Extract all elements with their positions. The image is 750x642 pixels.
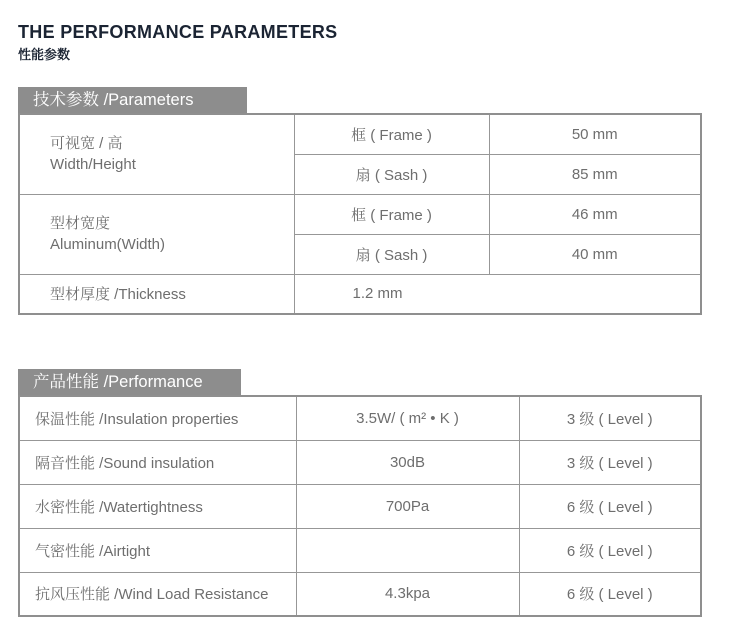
table-row [19,274,701,314]
watertight-value-cell: 700Pa [296,484,519,528]
airtight-label-cell: 气密性能 /Airtight [19,528,296,572]
label-cn: 型材宽度 [50,215,111,232]
parameters-section [18,87,750,315]
width-height-label-cell [19,114,294,194]
table-row [19,572,701,616]
label-en: Width/Height [50,156,136,174]
table-row [19,396,701,440]
table-row [19,528,701,572]
thickness-label-cell: 型材厚度 /Thickness [19,274,294,314]
performance-section-badge: 产品性能 /Performance [18,369,241,395]
doc-header [0,0,750,64]
sash-value-cell: 40 mm [489,234,701,274]
sound-label-cell: 隔音性能 /Sound insulation [19,440,296,484]
frame-part-cell: 框 ( Frame ) [294,194,489,234]
frame-value-cell: 50 mm [489,114,701,154]
insulation-level-cell: 3 级 ( Level ) [519,396,701,440]
sash-value-cell: 85 mm [489,154,701,194]
aluminum-width-label-cell [19,194,294,274]
performance-table [18,395,702,617]
frame-part-cell: 框 ( Frame ) [294,114,489,154]
sound-value-cell: 30dB [296,440,519,484]
windload-label-cell: 抗风压性能 /Wind Load Resistance [19,572,296,616]
label-en: Aluminum(Width) [50,236,166,253]
watertight-level-cell: 6 级 ( Level ) [519,484,701,528]
page-title: THE PERFORMANCE PARAMETERS [18,22,338,42]
watertight-label-cell: 水密性能 /Watertightness [19,484,296,528]
table-row [19,484,701,528]
sash-part-cell: 扇 ( Sash ) [294,154,489,194]
insulation-value-cell: 3.5W/ ( m² • K ) [296,396,519,440]
sound-level-cell: 3 级 ( Level ) [519,440,701,484]
insulation-label-cell: 保温性能 /Insulation properties [19,396,296,440]
table-row [19,114,701,154]
parameters-section-badge: 技术参数 /Parameters [18,87,247,113]
frame-value-cell: 46 mm [489,194,701,234]
table-row [19,440,701,484]
label-cn: 可视宽 / 高 [50,135,123,153]
airtight-level-cell: 6 级 ( Level ) [519,528,701,572]
performance-section [18,369,750,617]
sash-part-cell: 扇 ( Sash ) [294,234,489,274]
airtight-value-cell [296,528,519,572]
parameters-table [18,113,702,315]
windload-level-cell: 6 级 ( Level ) [519,572,701,616]
page-subtitle-cn: 性能参数 [18,47,71,62]
table-row [19,194,701,234]
windload-value-cell: 4.3kpa [296,572,519,616]
thickness-value-cell: 1.2 mm [294,274,701,314]
